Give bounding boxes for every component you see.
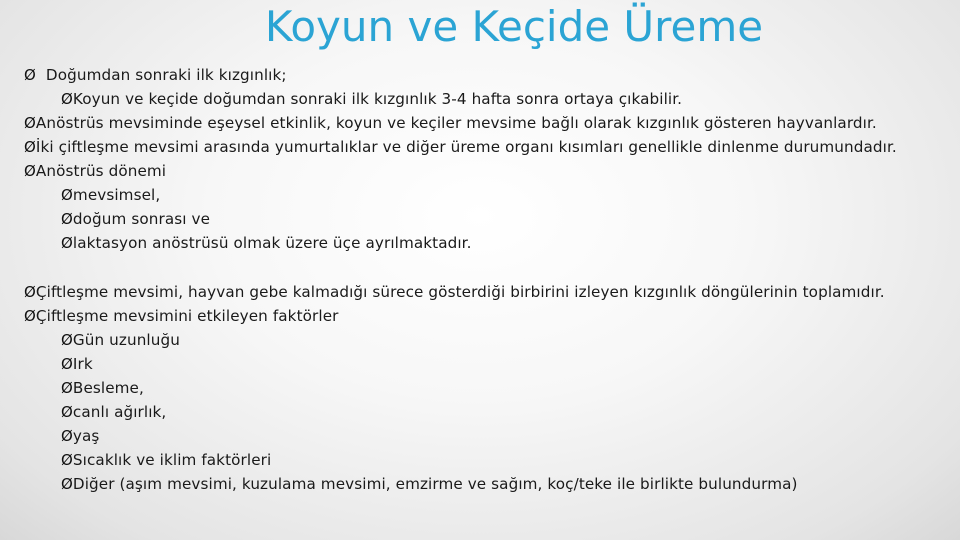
list-item: [61, 209, 210, 229]
list-item: [61, 89, 682, 109]
list-item: [24, 137, 897, 157]
list-item: [61, 474, 798, 494]
arrow-bullet-icon: Ø: [61, 403, 73, 421]
list-item: [24, 113, 877, 133]
arrow-bullet-icon: Ø: [24, 114, 36, 132]
list-item: [61, 450, 271, 470]
list-item-text: laktasyon anöstrüsü olmak üzere üçe ayrılmaktadır.: [72, 234, 472, 252]
list-item: [61, 185, 160, 205]
list-item: [24, 65, 287, 85]
list-item: [24, 161, 166, 181]
list-item: [61, 378, 144, 398]
list-item: [61, 330, 180, 350]
list-item: [24, 306, 338, 326]
arrow-bullet-icon: Ø: [61, 475, 73, 493]
arrow-bullet-icon: Ø: [24, 307, 36, 325]
arrow-bullet-icon: Ø: [61, 90, 73, 108]
list-item: [61, 402, 166, 422]
list-item-text: yaş: [72, 427, 100, 445]
arrow-bullet-icon: Ø: [61, 427, 73, 445]
arrow-bullet-icon: Ø: [61, 186, 73, 204]
list-item: [61, 354, 93, 374]
list-item: [61, 233, 472, 253]
list-item-text: doğum sonrası ve: [72, 210, 211, 228]
arrow-bullet-icon: Ø: [24, 138, 36, 156]
list-item-text: Anöstrüs mevsiminde eşeysel etkinlik, koyun ve keçiler mevsime bağlı olarak kızgınlık gösteren hayvanlardır.: [35, 114, 877, 132]
arrow-bullet-icon: Ø: [61, 210, 73, 228]
arrow-bullet-icon: Ø: [24, 283, 36, 301]
list-item-text: Anöstrüs dönemi: [35, 162, 167, 180]
list-item-text: Diğer (aşım mevsimi, kuzulama mevsimi, emzirme ve sağım, koç/teke ile birlikte bulundurma): [72, 475, 798, 493]
list-item-text: Koyun ve keçide doğumdan sonraki ilk kızgınlık 3-4 hafta sonra ortaya çıkabilir.: [72, 90, 683, 108]
arrow-bullet-icon: Ø: [24, 66, 36, 84]
list-item-text: Gün uzunluğu: [72, 331, 180, 349]
list-item-text: Çiftleşme mevsimi, hayvan gebe kalmadığı sürece gösterdiği birbirini izleyen kızgınlık döngülerinin toplamıdır.: [35, 283, 885, 301]
arrow-bullet-icon: Ø: [61, 379, 73, 397]
slide-title: Koyun ve Keçide Üreme: [264, 2, 764, 51]
arrow-bullet-icon: Ø: [24, 162, 36, 180]
list-item-text: canlı ağırlık,: [72, 403, 167, 421]
list-item-text: Besleme,: [72, 379, 144, 397]
arrow-bullet-icon: Ø: [61, 331, 73, 349]
list-item-text: Sıcaklık ve iklim faktörleri: [72, 451, 272, 469]
arrow-bullet-icon: Ø: [61, 355, 73, 373]
list-item-text: Doğumdan sonraki ilk kızgınlık;: [45, 66, 287, 84]
arrow-bullet-icon: Ø: [61, 234, 73, 252]
list-item-text: mevsimsel,: [72, 186, 161, 204]
list-item-text: Çiftleşme mevsimini etkileyen faktörler: [35, 307, 339, 325]
arrow-bullet-icon: Ø: [61, 451, 73, 469]
list-item: [24, 282, 885, 302]
list-item-text: Irk: [72, 355, 93, 373]
list-item-text: İki çiftleşme mevsimi arasında yumurtalıklar ve diğer üreme organı kısımları genellikle dinlenme durumundadır.: [35, 138, 897, 156]
list-item: [61, 426, 99, 446]
